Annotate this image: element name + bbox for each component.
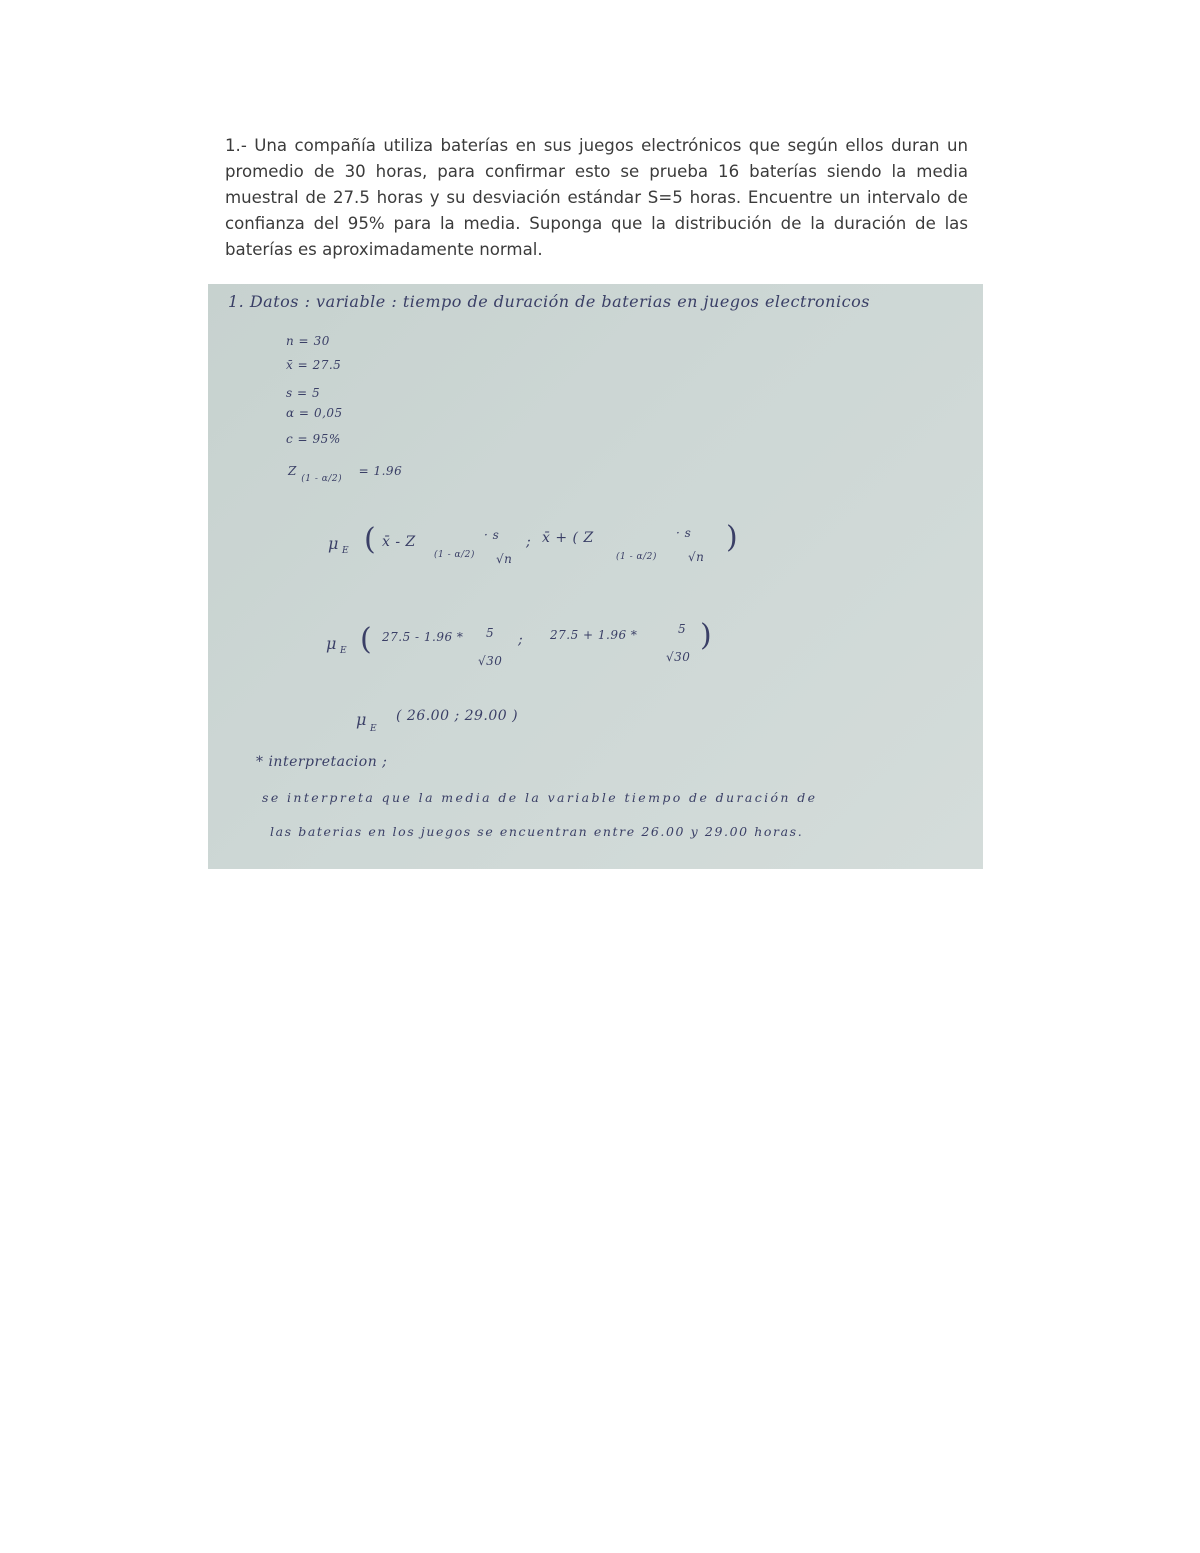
interval-result: μ E ( 26.00 ; 29.00 ) (356, 708, 519, 734)
interpretation-line-2: las baterias en los juegos se encuentran entre 26.00 y 29.00 horas. (270, 824, 804, 839)
z-critical-line: Z $_{(1 - \alpha/2)}$ = 1.96 (288, 464, 403, 484)
interpretation-line-1: se interpreta que la media de la variable tiempo de duración de (262, 790, 818, 805)
data-line-mean: x̄ = 27.5 (286, 358, 342, 372)
interval-formula-general: μ E ( x̄ - Z (1 - α/2) · s √n ; x̄ + ( Z (1 - α/2) · s √n ) (328, 520, 739, 566)
data-line-s: s = 5 (286, 386, 321, 400)
data-line-n: n = 30 (286, 334, 330, 348)
data-line-confidence: c = 95% (286, 432, 341, 446)
interpretation-title: * interpretacion ; (256, 754, 388, 770)
interval-formula-substituted: μ E ( 27.5 - 1.96 * 5 √30 ; 27.5 + 1.96 * 5 √30 ) (326, 618, 713, 668)
solution-header: 1. Datos : variable : tiempo de duración de baterias en juegos electronicos (228, 292, 870, 311)
data-line-alpha: α = 0,05 (286, 406, 343, 420)
handwritten-solution-photo (208, 284, 983, 869)
problem-statement: 1.- Una compañía utiliza baterías en sus juegos electrónicos que según ellos duran un promedio de 30 horas, para confirmar esto se prueba 16 baterías siendo la media muestral de 27.5 horas y su desviación estándar S=5 horas. Encuentre un intervalo de confianza del 95% para la media. Suponga que la distribución de la duración de las baterías es aproximadamente normal. (225, 136, 968, 259)
